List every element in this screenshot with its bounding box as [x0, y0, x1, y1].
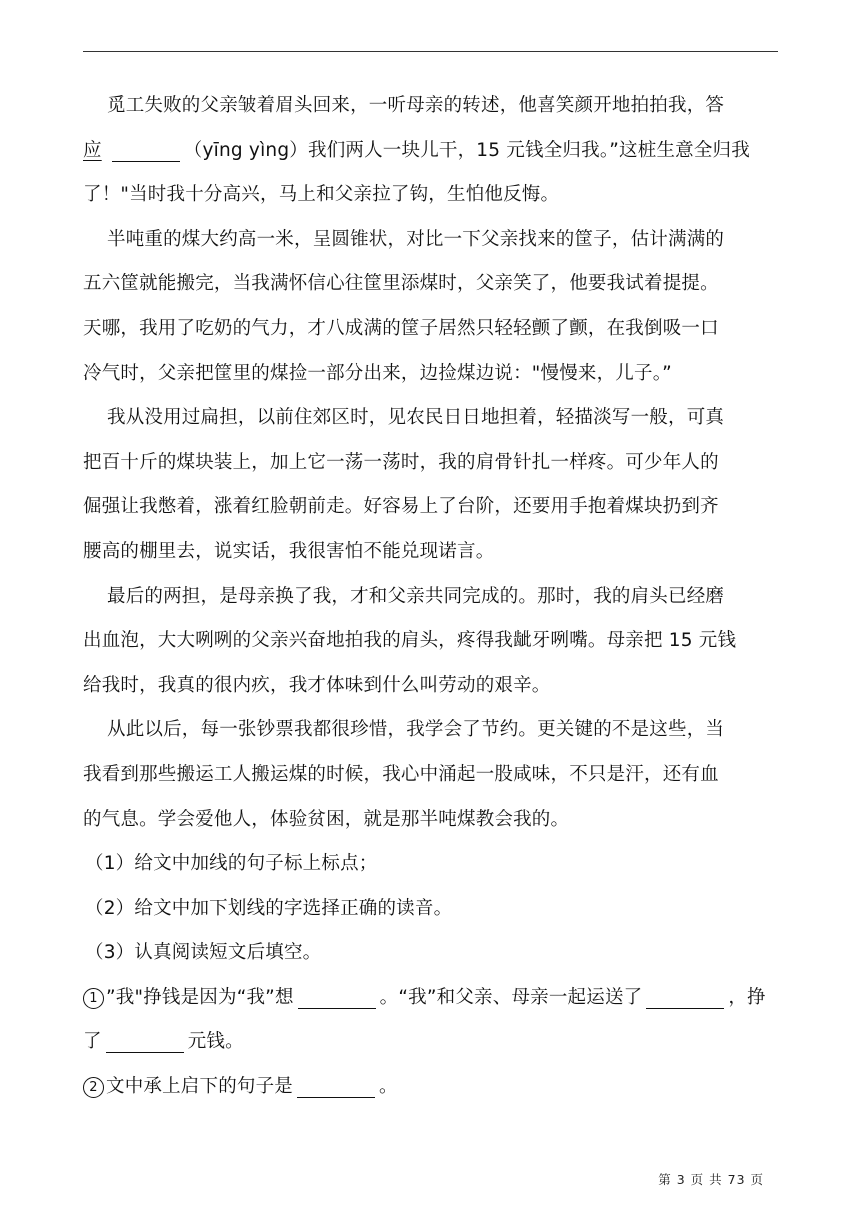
- sub-question-1-line-1: [83, 976, 783, 1021]
- sub-question-1-line-2-a: 了: [83, 1031, 102, 1053]
- circled-number-2: 2: [83, 1077, 104, 1098]
- sub-question-1-line-2: [83, 1020, 783, 1065]
- question-2: （2）给文中加下划线的字选择正确的读音。: [85, 897, 453, 919]
- sub-question-1-text-c: ，挣: [728, 986, 766, 1008]
- sub-question-1-text-b: 。“我”和父亲、母亲一起运送了: [379, 986, 643, 1008]
- paragraph-1-line-1: 觅工失败的父亲皱着眉头回来，一听母亲的转述，他喜笑颜开地拍拍我，答: [107, 95, 725, 116]
- paragraph-3-line-4: 腰高的棚里去，说实话，我很害怕不能兑现诺言。: [83, 540, 495, 562]
- paragraph-4-line-2: 出血泡，大大咧咧的父亲兴奋地拍我的肩头，疼得我龇牙咧嘴。母亲把 15 元钱: [83, 630, 737, 652]
- paragraph-2-line-2: 五六筐就能搬完，当我满怀信心往筐里添煤时，父亲笑了，他要我试着提提。: [83, 273, 719, 295]
- underlined-char-ying: 应: [83, 139, 102, 161]
- document-body: [83, 84, 783, 1110]
- page-number: 第 3 页 共 73 页: [658, 1172, 764, 1187]
- transition-sentence-answer-blank[interactable]: [297, 1073, 375, 1098]
- pinyin-answer-blank[interactable]: [112, 137, 180, 162]
- paragraph-2-line-4: 冷气时，父亲把筐里的煤捡一部分出来，边捡煤边说："慢慢来，儿子。”: [83, 362, 672, 384]
- header-rule: [83, 51, 778, 52]
- reason-answer-blank[interactable]: [298, 984, 376, 1009]
- sub-question-2-text-b: 。: [379, 1076, 398, 1098]
- circled-number-1: 1: [83, 988, 104, 1009]
- question-3: （3）认真阅读短文后填空。: [85, 942, 322, 964]
- paragraph-1-line-2: [83, 129, 783, 174]
- paragraph-3-line-1: 我从没用过扁担，以前住郊区时，见农民日日地担着，轻描淡写一般，可真: [107, 407, 725, 429]
- paragraph-2-line-3: 天哪，我用了吃奶的气力，才八成满的筐子居然只轻轻颤了颤，在我倒吸一口: [83, 317, 719, 339]
- paragraph-3-line-2: 把百十斤的煤块装上，加上它一荡一荡时，我的肩骨针扎一样疼。可少年人的: [83, 451, 719, 473]
- sub-question-1-text-a: ”我"挣钱是因为“我”想: [106, 986, 294, 1008]
- paragraph-1-line-2-text: （yīng yìng）我们两人一块儿干，15 元钱全归我。”这桩生意全归我: [183, 139, 750, 161]
- paragraph-5-line-3: 的气息。学会爱他人，体验贫困，就是那半吨煤教会我的。: [83, 808, 570, 830]
- paragraph-2-line-1: 半吨重的煤大约高一米，呈圆锥状，对比一下父亲找来的筐子，估计满满的: [107, 228, 725, 250]
- sub-question-1-line-2-b: 元钱。: [187, 1031, 244, 1053]
- paragraph-5-line-1: 从此以后，每一张钞票我都很珍惜，我学会了节约。更关键的不是这些，当: [107, 719, 725, 741]
- sub-question-2: [83, 1065, 783, 1110]
- coal-amount-answer-blank[interactable]: [646, 984, 724, 1009]
- question-1: （1）给文中加线的句子标上标点；: [85, 853, 378, 875]
- paragraph-4-line-1: 最后的两担，是母亲换了我，才和父亲共同完成的。那时，我的肩头已经磨: [107, 585, 725, 607]
- paragraph-1-line-3: 了！"当时我十分高兴，马上和父亲拉了钩，生怕他反悔。: [83, 184, 560, 206]
- money-answer-blank[interactable]: [106, 1028, 184, 1053]
- paragraph-3-line-3: 倔强让我憋着，涨着红脸朝前走。好容易上了台阶，还要用手抱着煤块扔到齐: [83, 496, 719, 518]
- paragraph-5-line-2: 我看到那些搬运工人搬运煤的时候，我心中涌起一股咸味，不只是汗，还有血: [83, 763, 719, 785]
- paragraph-4-line-3: 给我时，我真的很内疚，我才体味到什么叫劳动的艰辛。: [83, 674, 551, 696]
- sub-question-2-text-a: 文中承上启下的句子是: [106, 1076, 294, 1098]
